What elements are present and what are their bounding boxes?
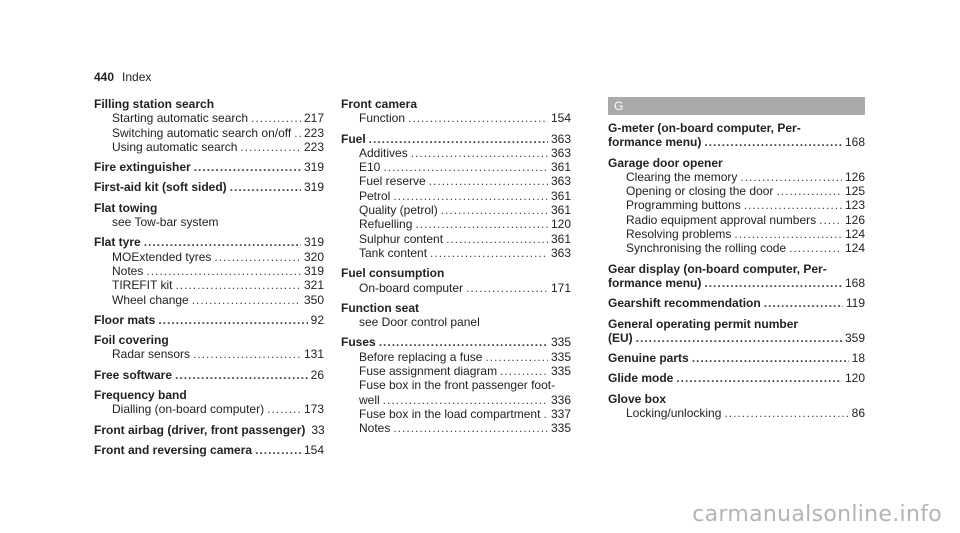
entry-text: Using automatic search	[112, 139, 238, 154]
entry-text: Function seat	[341, 300, 420, 315]
index-subentry	[94, 250, 324, 264]
index-heading	[608, 317, 865, 331]
page-ref[interactable]: 363	[550, 145, 571, 160]
entry-text: Glide mode	[608, 371, 674, 386]
entry-text: Refuelling	[359, 217, 413, 232]
dot-leader	[789, 241, 842, 255]
dot-leader	[466, 281, 548, 295]
index-entry	[608, 371, 865, 385]
index-subentry	[341, 281, 571, 295]
entry-text: see Door control panel	[359, 315, 480, 330]
index-heading	[608, 156, 865, 170]
page-ref[interactable]: 217	[303, 111, 324, 126]
index-subentry	[608, 170, 865, 184]
index-entry	[608, 156, 865, 256]
index-subentry	[341, 350, 571, 364]
index-subentry	[341, 393, 571, 407]
index-heading	[608, 135, 865, 149]
page-ref[interactable]: 361	[550, 203, 571, 218]
index-entry	[94, 443, 324, 457]
dot-leader	[175, 368, 308, 382]
dot-leader	[267, 402, 301, 416]
page-ref[interactable]: 33	[311, 422, 325, 437]
index-heading	[94, 368, 324, 382]
page-ref[interactable]: 321	[303, 278, 324, 293]
index-entry	[94, 160, 324, 174]
page-ref[interactable]: 26	[310, 367, 324, 382]
entry-text: Quality (petrol)	[359, 203, 438, 218]
entry-text: Front and reversing camera	[94, 442, 253, 457]
index-subentry	[94, 140, 324, 154]
page-ref[interactable]: 119	[845, 296, 865, 311]
entry-text: Clearing the memory	[626, 169, 738, 184]
index-heading	[608, 392, 865, 406]
entry-text: Opening or closing the door	[626, 184, 774, 199]
dot-leader	[383, 160, 548, 174]
page-ref[interactable]: 319	[303, 180, 324, 195]
entry-text: Switching automatic search on/off	[112, 125, 292, 140]
index-subentry	[608, 406, 865, 420]
watermark: carmanualsonline.info	[692, 502, 942, 527]
index-entry	[341, 301, 571, 330]
entry-text: Sulphur content	[359, 231, 444, 246]
entry-text: Notes	[112, 263, 144, 278]
index-entry	[608, 121, 865, 150]
dot-leader	[764, 296, 843, 310]
page-ref[interactable]: 86	[851, 406, 865, 421]
entry-text: Fuel consumption	[341, 266, 445, 281]
index-subentry	[94, 111, 324, 125]
entry-text: Fuse box in the front passenger foot-	[359, 378, 556, 393]
dot-leader	[776, 184, 842, 198]
dot-leader	[230, 180, 301, 194]
entry-text: Resolving problems	[626, 227, 732, 242]
dot-leader	[408, 111, 548, 125]
entry-text: Radio equipment approval numbers	[626, 212, 817, 227]
page-ref[interactable]: 335	[550, 364, 571, 379]
page-ref[interactable]: 350	[303, 292, 324, 307]
page-ref[interactable]: 361	[550, 160, 571, 175]
dot-leader	[740, 170, 842, 184]
index-entry	[94, 201, 324, 230]
dot-leader	[393, 189, 548, 203]
dot-leader	[255, 443, 301, 457]
entry-text: Garage door opener	[608, 155, 723, 170]
entry-text: well	[359, 392, 380, 407]
page-ref[interactable]: 336	[550, 392, 571, 407]
page-ref[interactable]: 363	[550, 245, 571, 260]
dot-leader	[294, 126, 301, 140]
index-subentry	[341, 232, 571, 246]
index-subentry	[341, 189, 571, 203]
entry-text: Gearshift recommendation	[608, 296, 761, 311]
index-heading	[608, 121, 865, 135]
index-subentry	[94, 347, 324, 361]
page-ref[interactable]: 363	[550, 131, 571, 146]
index-entry	[608, 392, 865, 421]
dot-leader	[240, 140, 301, 154]
index-subentry	[341, 407, 571, 421]
dot-leader	[485, 350, 548, 364]
page-ref[interactable]: 92	[310, 312, 324, 327]
page-ref[interactable]: 18	[851, 351, 865, 366]
index-subentry	[94, 215, 324, 229]
entry-text: Filling station search	[94, 97, 215, 111]
page-ref[interactable]: 120	[844, 371, 865, 386]
index-subentry	[94, 402, 324, 416]
index-subentry	[94, 293, 324, 307]
dot-leader	[744, 198, 842, 212]
dot-leader	[676, 371, 842, 385]
entry-text: General operating permit number	[608, 316, 799, 331]
entry-text: Notes	[359, 421, 391, 436]
entry-text: Flat towing	[94, 200, 158, 215]
index-heading	[94, 235, 324, 249]
entry-text: Function	[359, 111, 406, 126]
page-ref[interactable]: 319	[303, 160, 324, 175]
entry-text: Synchronising the rolling code	[626, 241, 787, 256]
page-ref[interactable]: 124	[844, 241, 865, 256]
index-subentry	[94, 126, 324, 140]
index-heading	[608, 351, 865, 365]
entry-text: Fuel reserve	[359, 174, 426, 189]
entry-text: TIREFIT kit	[112, 278, 173, 293]
dot-leader	[383, 393, 548, 407]
page-ref[interactable]: 223	[303, 139, 324, 154]
index-heading	[94, 160, 324, 174]
dot-leader	[441, 203, 548, 217]
index-subentry	[341, 111, 571, 125]
dot-leader	[393, 421, 548, 435]
entry-text: G-meter (on-board computer, Per-	[608, 121, 801, 135]
entry-text: Petrol	[359, 188, 391, 203]
index-heading	[341, 266, 571, 280]
index-heading	[94, 180, 324, 194]
entry-text: Additives	[359, 145, 408, 160]
dot-leader	[636, 331, 842, 345]
index-entry	[94, 388, 324, 417]
page-ref[interactable]: 335	[550, 335, 571, 350]
dot-leader	[692, 351, 849, 365]
page-ref[interactable]: 126	[844, 212, 865, 227]
index-subentry	[341, 421, 571, 435]
page-ref[interactable]: 120	[550, 217, 571, 232]
dot-leader	[724, 406, 848, 420]
index-subentry	[341, 146, 571, 160]
dot-leader	[146, 264, 301, 278]
dot-leader	[429, 174, 548, 188]
page-ref[interactable]: 319	[303, 235, 324, 250]
page-header	[94, 70, 151, 84]
dot-leader	[175, 278, 301, 292]
dot-leader	[251, 111, 301, 125]
dot-leader	[369, 132, 548, 146]
page-ref[interactable]: 125	[844, 184, 865, 199]
index-entry	[608, 317, 865, 346]
index-entry	[608, 262, 865, 291]
entry-text: Programming buttons	[626, 198, 741, 213]
index-heading	[94, 313, 324, 327]
index-entry	[608, 296, 865, 310]
entry-text: Fuse assignment diagram	[359, 364, 498, 379]
dot-leader	[704, 135, 842, 149]
page-ref[interactable]: 126	[844, 169, 865, 184]
page-ref[interactable]: 320	[303, 249, 324, 264]
index-column-3	[608, 97, 865, 426]
entry-text: Fuse box in the load compartment	[359, 406, 541, 421]
dot-leader	[192, 293, 301, 307]
index-heading	[341, 97, 571, 111]
index-heading	[94, 423, 324, 437]
entry-text: formance menu)	[608, 135, 702, 150]
dot-leader	[379, 335, 548, 349]
page-ref[interactable]: 154	[303, 442, 324, 457]
entry-text: Before replacing a fuse	[359, 349, 483, 364]
index-subentry	[341, 378, 571, 392]
index-entry	[94, 235, 324, 306]
entry-text: Fire extinguisher	[94, 160, 191, 175]
dot-leader	[158, 313, 307, 327]
index-heading	[341, 335, 571, 349]
index-subentry	[608, 198, 865, 212]
entry-text: Glove box	[608, 391, 667, 406]
dot-leader	[214, 250, 301, 264]
entry-text: Fuses	[341, 335, 376, 350]
page-ref[interactable]: 171	[550, 280, 571, 295]
entry-text: Front airbag (driver, front passenger)	[94, 422, 306, 437]
index-subentry	[608, 227, 865, 241]
page-ref[interactable]: 335	[550, 421, 571, 436]
index-entry	[94, 180, 324, 194]
dot-leader	[819, 213, 842, 227]
dot-leader	[415, 217, 548, 231]
page-ref[interactable]: 124	[844, 227, 865, 242]
page-ref[interactable]: 319	[303, 263, 324, 278]
index-entry	[94, 313, 324, 327]
index-heading	[341, 301, 571, 315]
entry-text: Frequency band	[94, 388, 187, 403]
page-ref[interactable]: 173	[303, 402, 324, 417]
page-ref[interactable]: 363	[550, 174, 571, 189]
index-entry	[94, 333, 324, 362]
index-heading	[608, 262, 865, 276]
page-ref[interactable]: 168	[844, 275, 865, 290]
index-entry	[341, 266, 571, 295]
index-entry	[94, 423, 324, 437]
dot-leader	[194, 160, 301, 174]
index-heading	[94, 388, 324, 402]
page-ref[interactable]: 361	[550, 188, 571, 203]
index-subentry	[341, 364, 571, 378]
dot-leader	[193, 347, 301, 361]
entry-text: Fuel	[341, 131, 366, 146]
entry-text: Gear display (on-board computer, Per-	[608, 261, 827, 276]
entry-text: (EU)	[608, 330, 633, 345]
index-subentry	[94, 264, 324, 278]
entry-text: Dialling (on-board computer)	[112, 402, 265, 417]
entry-text: Free software	[94, 367, 173, 382]
index-subentry	[341, 217, 571, 231]
section-letter-bar: G	[608, 97, 865, 115]
index-column-2	[341, 97, 571, 442]
page-ref[interactable]: 154	[550, 111, 571, 126]
entry-text: Genuine parts	[608, 351, 689, 366]
page-label: Index	[122, 70, 152, 84]
entry-text: Wheel change	[112, 292, 189, 307]
entry-text: On-board computer	[359, 280, 464, 295]
index-entry	[341, 132, 571, 261]
index-subentry	[341, 203, 571, 217]
index-heading	[608, 276, 865, 290]
dot-leader	[430, 246, 548, 260]
page-ref[interactable]: 223	[303, 125, 324, 140]
dot-leader	[734, 227, 842, 241]
dot-leader	[446, 232, 548, 246]
index-heading	[608, 331, 865, 345]
page-ref[interactable]: 335	[550, 349, 571, 364]
index-entry	[94, 368, 324, 382]
entry-text: First-aid kit (soft sided)	[94, 180, 227, 195]
index-subentry	[341, 174, 571, 188]
index-subentry	[608, 184, 865, 198]
index-heading	[94, 333, 324, 347]
index-column-1	[94, 97, 324, 463]
page-ref[interactable]: 337	[550, 406, 571, 421]
index-subentry	[608, 241, 865, 255]
dot-leader	[411, 146, 548, 160]
index-heading	[608, 371, 865, 385]
entry-text: Front camera	[341, 97, 418, 111]
index-subentry	[341, 315, 571, 329]
entry-text: Foil covering	[94, 333, 169, 348]
index-entry	[94, 97, 324, 154]
index-heading	[94, 97, 324, 111]
index-subentry	[608, 213, 865, 227]
page-ref[interactable]: 359	[844, 330, 865, 345]
entry-text: Flat tyre	[94, 235, 141, 250]
index-heading	[608, 296, 865, 310]
entry-text: see Tow-bar system	[112, 215, 219, 230]
entry-text: Radar sensors	[112, 347, 191, 362]
index-subentry	[94, 278, 324, 292]
index-subentry	[341, 246, 571, 260]
entry-text: Floor mats	[94, 312, 156, 327]
dot-leader	[543, 407, 548, 421]
entry-text: Starting automatic search	[112, 111, 249, 126]
index-heading	[94, 443, 324, 457]
index-heading	[341, 132, 571, 146]
entry-text: Locking/unlocking	[626, 406, 722, 421]
index-entry	[341, 97, 571, 126]
dot-leader	[500, 364, 548, 378]
index-entry	[341, 335, 571, 435]
page-number: 440	[94, 70, 115, 84]
page-ref[interactable]: 361	[550, 231, 571, 246]
dot-leader	[704, 276, 842, 290]
entry-text: Tank content	[359, 245, 428, 260]
dot-leader	[144, 235, 301, 249]
index-heading	[94, 201, 324, 215]
entry-text: MOExtended tyres	[112, 249, 212, 264]
page-ref[interactable]: 168	[844, 135, 865, 150]
page-ref[interactable]: 123	[844, 198, 865, 213]
index-subentry	[341, 160, 571, 174]
page-ref[interactable]: 131	[303, 347, 324, 362]
index-entry	[608, 351, 865, 365]
entry-text: E10	[359, 160, 381, 175]
entry-text: formance menu)	[608, 275, 702, 290]
